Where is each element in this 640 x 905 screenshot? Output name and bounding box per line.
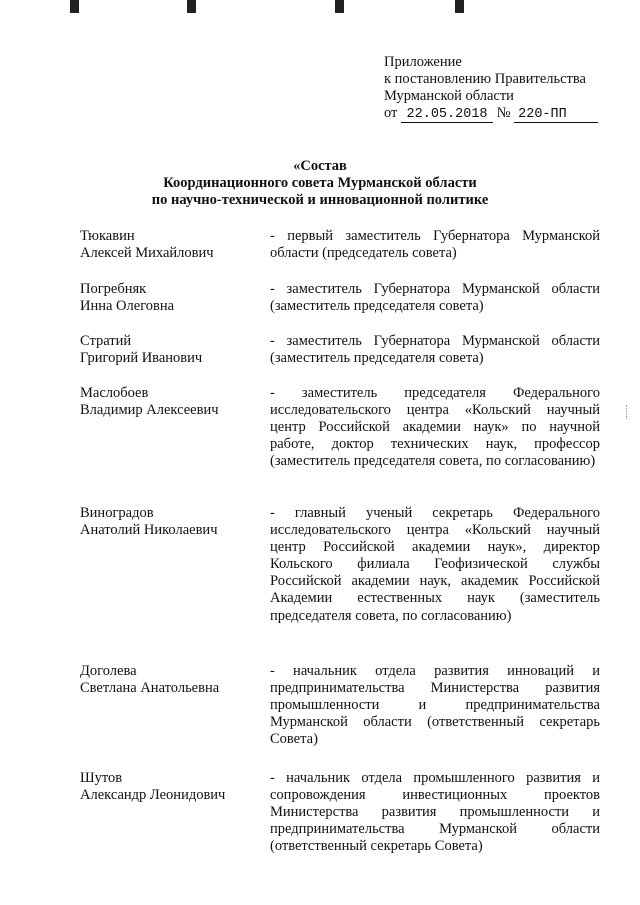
scan-artifact bbox=[626, 405, 633, 419]
member-surname: Погребняк bbox=[80, 281, 147, 297]
appendix-resolution: к постановлению Правительства bbox=[384, 71, 586, 87]
member-given-name: Светлана Анатольевна bbox=[80, 680, 220, 697]
member-role: - заместитель Губернатора Мурманской области (заместитель председателя совета) bbox=[270, 281, 600, 315]
scan-mark bbox=[455, 0, 464, 13]
date-prefix: от bbox=[384, 105, 398, 121]
appendix-label: Приложение bbox=[384, 54, 462, 70]
scan-mark bbox=[187, 0, 196, 13]
number-prefix: № bbox=[496, 105, 511, 121]
member-given-name: Инна Олеговна bbox=[80, 298, 175, 315]
member-role: - заместитель Губернатора Мурманской области (заместитель председателя совета) bbox=[270, 333, 600, 367]
member-role: - заместитель председателя Федерального исследовательского центра «Кольский научный центр Российской академии наук» по научной работе, доктор технических наук, профессор (заместитель председателя совета, по согласованию) bbox=[270, 385, 600, 470]
resolution-number: 220-ПП bbox=[514, 108, 598, 123]
member-given-name: Анатолий Николаевич bbox=[80, 522, 218, 539]
member-name bbox=[80, 385, 260, 419]
title-line-1: «Состав bbox=[293, 158, 347, 174]
title-line-2: Координационного совета Мурманской области bbox=[163, 175, 477, 191]
appendix-date-line bbox=[384, 105, 624, 123]
member-role: - главный ученый секретарь Федерального исследовательского центра «Кольский научный центр Российской академии наук», директор Кольского филиала Геофизической службы Российской академии наук, академик Российской Академии естественных наук (заместитель председателя совета, по согласованию) bbox=[270, 505, 600, 624]
title-line-3: по научно-технической и инновационной политике bbox=[151, 192, 489, 208]
member-role: - начальник отдела развития инноваций и предпринимательства Министерства развития промышленности и предпринимательства Мурманской области (ответственный секретарь Совета) bbox=[270, 663, 600, 748]
member-name bbox=[80, 333, 260, 367]
member-name bbox=[80, 663, 260, 697]
scan-edge-marks bbox=[0, 0, 640, 20]
member-name bbox=[80, 770, 260, 804]
resolution-date: 22.05.2018 bbox=[401, 108, 493, 123]
member-name bbox=[80, 505, 260, 539]
document-title bbox=[0, 158, 640, 209]
member-given-name: Григорий Иванович bbox=[80, 350, 203, 367]
member-surname: Стратий bbox=[80, 333, 132, 349]
scan-mark bbox=[335, 0, 344, 13]
appendix-header bbox=[384, 54, 624, 123]
appendix-region: Мурманской области bbox=[384, 88, 514, 104]
member-surname: Тюкавин bbox=[80, 228, 135, 244]
member-given-name: Владимир Алексеевич bbox=[80, 402, 219, 419]
member-role: - первый заместитель Губернатора Мурманской области (председатель совета) bbox=[270, 228, 600, 262]
member-given-name: Александр Леонидович bbox=[80, 787, 226, 804]
member-given-name: Алексей Михайлович bbox=[80, 245, 214, 262]
member-name bbox=[80, 281, 260, 315]
member-surname: Доголева bbox=[80, 663, 137, 679]
member-surname: Шутов bbox=[80, 770, 123, 786]
member-name bbox=[80, 228, 260, 262]
member-role: - начальник отдела промышленного развития и сопровождения инвестиционных проектов Министерства развития промышленности и предпринимательства Мурманской области (ответственный секретарь Совета) bbox=[270, 770, 600, 855]
member-surname: Виноградов bbox=[80, 505, 154, 521]
scan-mark bbox=[70, 0, 79, 13]
member-surname: Маслобоев bbox=[80, 385, 149, 401]
